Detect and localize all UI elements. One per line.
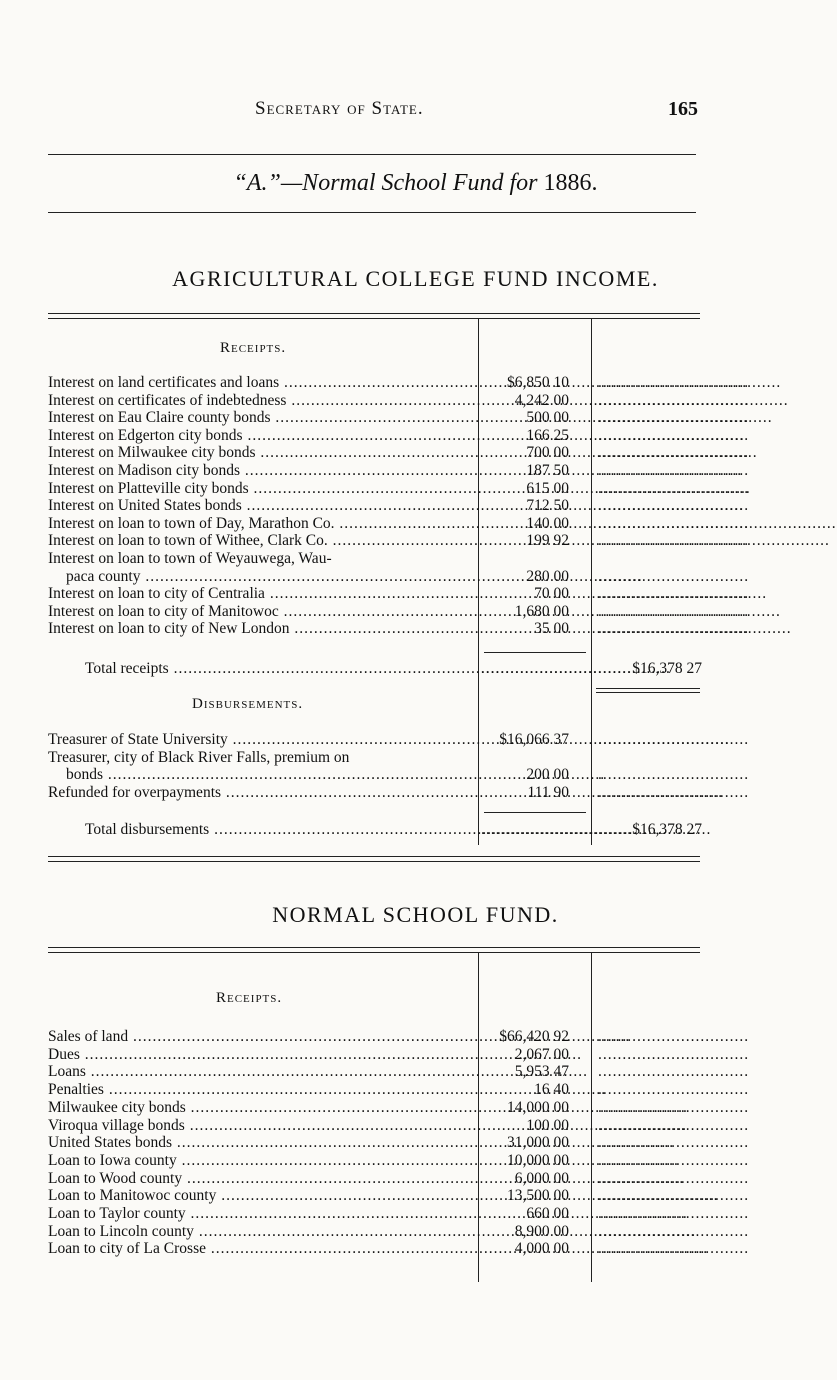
ledger-row-label: Sales of land .....: [48, 1028, 476, 1045]
ledger-row-amount: 280 00: [526, 567, 569, 585]
ledger-row-total-leader: ...............................: [598, 1205, 750, 1222]
ledger-row-total-leader: ...............................: [598, 567, 750, 585]
ledger-row-total-leader: ...............................: [598, 731, 750, 748]
ledger-row-label: Treasurer of State University .....: [48, 731, 476, 748]
ledger-row-label: Interest on Edgerton city bonds .....: [48, 427, 476, 444]
ledger-row: [0, 568, 831, 585]
ledger-row-amount: 5,953 47: [514, 1063, 569, 1081]
ledger-row: [0, 1046, 831, 1063]
normal-receipts-heading: Receipts.: [216, 990, 283, 1006]
normal-table-top-rule: [48, 947, 700, 948]
ledger-row-label: Interest on certificates of indebtedness .....: [48, 392, 476, 409]
ledger-row-total-leader: ...............................: [598, 585, 750, 603]
ledger-row-amount: 70 00: [534, 585, 569, 603]
ledger-row: [0, 1063, 831, 1080]
ledger-row-amount: 111 90: [527, 783, 569, 801]
ledger-row: [0, 731, 831, 748]
agricultural-fund-title: AGRICULTURAL COLLEGE FUND INCOME.: [172, 266, 659, 291]
agri-total-receipts-row: [0, 660, 831, 677]
ledger-row: [0, 550, 831, 567]
ledger-row: [0, 374, 831, 391]
ledger-row-amount: 500 00: [526, 409, 569, 427]
agri-total-receipts-leader: ...............................: [481, 660, 633, 677]
ledger-row-amount: 2,067 00: [514, 1045, 569, 1063]
ledger-row-amount: 8,900 00: [514, 1222, 569, 1240]
ledger-row-label: Penalties .....: [48, 1081, 476, 1098]
ledger-row: [0, 444, 831, 461]
ledger-row-amount: 4,242 00: [514, 391, 569, 409]
agri-total-receipts-value: $16,378 27: [632, 660, 702, 677]
ledger-row-amount: 1,680 00: [514, 602, 569, 620]
ledger-row: [0, 427, 831, 444]
ledger-row: [0, 749, 831, 766]
ledger-row-total-leader: ...............................: [598, 602, 750, 620]
ledger-row-total-leader: ...............................: [598, 1187, 750, 1205]
ledger-row-label: Loans .....: [48, 1063, 476, 1080]
ledger-row-total-leader: ...............................: [598, 1063, 750, 1081]
ledger-row-total-leader: ...............................: [598, 391, 750, 409]
ledger-row-label: Loan to Iowa county .....: [48, 1152, 476, 1169]
ledger-row: [0, 462, 831, 479]
ledger-row: [0, 1170, 831, 1187]
agri-table-top-rule-2: [48, 318, 700, 319]
ledger-row: [0, 1240, 831, 1257]
ledger-row: [0, 409, 831, 426]
ledger-row-amount: $16,066 37: [499, 731, 569, 748]
ledger-row: [0, 1099, 831, 1116]
agri-total-disbursements-label: Total disbursements .....: [85, 821, 476, 838]
ledger-row-label: Interest on loan to town of Weyauwega, Wau-: [48, 550, 332, 567]
ledger-row: [0, 766, 831, 783]
ledger-row-amount: 100 00: [526, 1116, 569, 1134]
ledger-row-amount: 10,000 00: [507, 1151, 569, 1169]
ledger-row: [0, 1152, 831, 1169]
ledger-row-amount: 14,000 00: [507, 1098, 569, 1116]
ledger-row-label: Loan to city of La Crosse .....: [48, 1240, 476, 1257]
ledger-row-total-leader: ...............................: [598, 444, 750, 462]
ledger-row-total-leader: ...............................: [598, 1098, 750, 1116]
ledger-row-amount: 4,000 00: [514, 1240, 569, 1258]
ledger-row-label: Interest on Milwaukee city bonds .....: [48, 444, 476, 461]
agri-receipts-heading: Receipts.: [220, 340, 287, 356]
ledger-row: [0, 784, 831, 801]
ledger-row-label: Interest on loan to city of Centralia .....: [48, 585, 476, 602]
agri-disbursements-heading: Disbursements.: [192, 696, 304, 712]
ledger-row: [0, 1223, 831, 1240]
ledger-row-total-leader: ...............................: [598, 1045, 750, 1063]
ledger-row-total-leader: ...............................: [598, 1116, 750, 1134]
ledger-row: [0, 497, 831, 514]
ledger-row: [0, 1187, 831, 1204]
ledger-row: [0, 515, 831, 532]
ledger-row-amount: 166 25: [526, 426, 569, 444]
ledger-row-total-leader: ...............................: [598, 426, 750, 444]
ledger-row-total-leader: ...............................: [598, 409, 750, 427]
header-rule-bottom: [48, 212, 696, 213]
ledger-row: [0, 1205, 831, 1222]
ledger-row-total-leader: ...............................: [598, 532, 750, 550]
ledger-row: [0, 620, 831, 637]
ledger-row-amount: $6,850 10: [507, 374, 569, 391]
ledger-row-amount: 6,000 00: [514, 1169, 569, 1187]
ledger-row-label: Interest on United States bonds .....: [48, 497, 476, 514]
ledger-row-label: Loan to Taylor county .....: [48, 1205, 476, 1222]
ledger-row-total-leader: ...............................: [598, 1134, 750, 1152]
agri-total-receipts-rule: [596, 688, 700, 689]
ledger-row-label: Interest on loan to town of Day, Marathon Co. .....: [48, 515, 476, 532]
agri-total-receipts-rule-2: [596, 692, 700, 693]
ledger-row-amount: 660 00: [526, 1205, 569, 1222]
ledger-row-label: Milwaukee city bonds .....: [48, 1099, 476, 1116]
ledger-row-amount: 31,000 00: [507, 1134, 569, 1152]
fund-heading-year: 1886.: [543, 170, 598, 196]
page-number: 165: [668, 98, 698, 120]
agri-table-bottom-rule-2: [48, 861, 700, 862]
ledger-row-label: Interest on Eau Claire county bonds .....: [48, 409, 476, 426]
agri-total-receipts-label: Total receipts .....: [85, 660, 476, 677]
ledger-row: [0, 1081, 831, 1098]
ledger-row: [0, 585, 831, 602]
ledger-row-label: paca county .....: [66, 568, 476, 585]
agri-disbursements-subtotal-rule: [484, 812, 586, 813]
ledger-row-amount: 700 00: [526, 444, 569, 462]
ledger-row-amount: 187 50: [526, 462, 569, 479]
ledger-row: [0, 392, 831, 409]
ledger-row-label: Viroqua village bonds .....: [48, 1117, 476, 1134]
ledger-row: [0, 480, 831, 497]
ledger-row-amount: 16 40: [534, 1081, 569, 1099]
ledger-row: [0, 1134, 831, 1151]
normal-fund-title: NORMAL SCHOOL FUND.: [272, 902, 559, 927]
ledger-row-total-leader: ...............................: [598, 374, 750, 391]
ledger-row-total-leader: ...............................: [598, 783, 750, 801]
ledger-row-label: Interest on land certificates and loans .....: [48, 374, 476, 391]
ledger-row-total-leader: ...............................: [598, 1222, 750, 1240]
ledger-row-total-leader: ...............................: [598, 479, 750, 497]
ledger-row-total-leader: ...............................: [598, 1240, 750, 1258]
ledger-row-label: bonds .....: [66, 766, 476, 783]
agri-table-bottom-rule: [48, 856, 700, 857]
ledger-row-amount: 35 00: [534, 620, 569, 638]
ledger-row-label: Treasurer, city of Black River Falls, premium on: [48, 748, 350, 766]
ledger-row-amount: 199 92: [526, 532, 569, 550]
ledger-row-label: United States bonds .....: [48, 1134, 476, 1151]
ledger-row-label: Loan to Manitowoc county .....: [48, 1187, 476, 1204]
running-head-title: Secretary of State.: [255, 98, 424, 119]
ledger-row-total-leader: ...............................: [598, 514, 750, 532]
normal-table-top-rule-2: [48, 952, 700, 953]
agri-total-disbursements-leader: ...............................: [481, 821, 633, 838]
ledger-row-label: Interest on Platteville city bonds .....: [48, 480, 476, 497]
ledger-row: [0, 603, 831, 620]
ledger-row: [0, 1028, 831, 1045]
ledger-row-label: Interest on loan to town of Withee, Clark Co. .....: [48, 532, 476, 549]
ledger-row-amount: 200 00: [526, 766, 569, 784]
ledger-row-label: Loan to Lincoln county .....: [48, 1223, 476, 1240]
ledger-row-label: Loan to Wood county .....: [48, 1170, 476, 1187]
ledger-row-label: Interest on loan to city of New London .....: [48, 620, 476, 637]
ledger-row: [0, 532, 831, 549]
ledger-row-label: Interest on Madison city bonds .....: [48, 462, 476, 479]
ledger-row-total-leader: ...............................: [598, 620, 750, 638]
ledger-row-total-leader: ...............................: [598, 1169, 750, 1187]
ledger-row-total-leader: ...............................: [598, 1081, 750, 1099]
ledger-row-amount: 13,500 00: [507, 1187, 569, 1205]
ledger-row: [0, 1117, 831, 1134]
header-rule-top: [48, 154, 696, 155]
fund-heading: [0, 170, 831, 197]
ledger-row-total-leader: ...............................: [598, 497, 750, 515]
ledger-row-amount: $66,420 92: [499, 1028, 569, 1045]
agri-receipts-subtotal-rule: [484, 652, 586, 653]
ledger-row-label: Interest on loan to city of Manitowoc .....: [48, 603, 476, 620]
ledger-row-total-leader: ...............................: [598, 1151, 750, 1169]
ledger-row-total-leader: ...............................: [598, 766, 750, 784]
ledger-row-label: Dues .....: [48, 1046, 476, 1063]
ledger-row-amount: 615 00: [526, 479, 569, 497]
running-head: [0, 98, 831, 122]
ledger-row-amount: 140 00: [526, 514, 569, 532]
agri-total-disbursements-row: [0, 821, 831, 838]
agri-table-top-rule: [48, 313, 700, 314]
ledger-row-total-leader: ...............................: [598, 1028, 750, 1045]
ledger-row-amount: 712 50: [526, 497, 569, 515]
ledger-row-label: Refunded for overpayments .....: [48, 784, 476, 801]
ledger-row-total-leader: ...............................: [598, 462, 750, 479]
fund-heading-label: “A.”—Normal School Fund for: [233, 170, 538, 196]
agri-total-disbursements-value: $16,378 27: [632, 821, 702, 838]
